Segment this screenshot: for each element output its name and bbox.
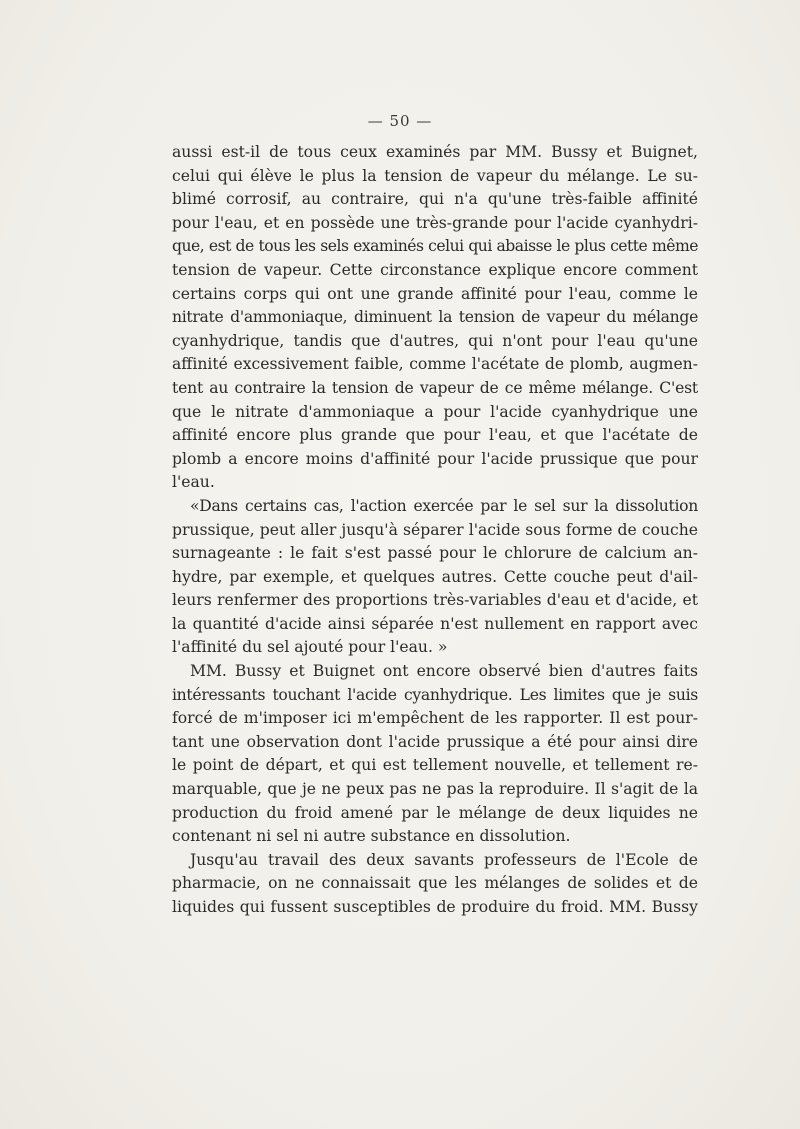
text-line: tension de vapeur. Cette circonstance explique encore comment (172, 260, 698, 279)
text-line: le point de départ, et qui est tellement nouvelle, et tellement re- (172, 756, 698, 775)
text-line: que, est de tous les sels examinés celui qui abaisse le plus cette même (172, 237, 698, 256)
paragraph-3 (172, 660, 698, 849)
text-line: liquides qui fussent susceptibles de produire du froid. MM. Bussy (172, 898, 698, 916)
text-line: MM. Bussy et Buignet ont encore observé bien d'autres faits (190, 662, 698, 681)
paragraph-4 (172, 849, 698, 920)
text-line: certains corps qui ont une grande affinité pour l'eau, comme le (172, 284, 698, 303)
text-line: contenant ni sel ni autre substance en dissolution. (172, 827, 571, 846)
text-line: forcé de m'imposer ici m'empêchent de les rapporter. Il est pour- (172, 709, 698, 728)
text-line: marquable, que je ne peux pas ne pas la reproduire. Il s'agit de la (172, 780, 698, 799)
paragraph-1 (172, 141, 698, 495)
text-line: affinité encore plus grande que pour l'eau, et que l'acétate de (172, 426, 698, 445)
paragraph-2 (172, 495, 698, 660)
text-line: l'eau. (172, 473, 215, 492)
text-line: intéressants touchant l'acide cyanhydrique. Les limites que je suis (172, 685, 698, 704)
text-line: pharmacie, on ne connaissait que les mélanges de solides et de (172, 874, 698, 893)
text-line: prussique, peut aller jusqu'à séparer l'acide sous forme de couche (172, 520, 698, 539)
text-body (172, 141, 698, 920)
text-line: leurs renfermer des proportions très-variables d'eau et d'acide, et (172, 591, 698, 610)
text-line: aussi est-il de tous ceux examinés par MM. Bussy et Buignet, (172, 143, 698, 161)
text-line: pour l'eau, et en possède une très-grande pour l'acide cyanhydri- (172, 213, 698, 232)
text-line: blimé corrosif, au contraire, qui n'a qu'une très-faible affinité (172, 190, 698, 209)
text-line: Jusqu'au travail des deux savants professeurs de l'Ecole de (190, 850, 698, 869)
text-line: hydre, par exemple, et quelques autres. Cette couche peut d'ail- (172, 567, 698, 586)
text-line: plomb a encore moins d'affinité pour l'acide prussique que pour (172, 449, 698, 468)
text-line: surnageante : le fait s'est passé pour le chlorure de calcium an- (172, 544, 698, 563)
text-line: production du froid amené par le mélange de deux liquides ne (172, 803, 698, 822)
text-line: affinité excessivement faible, comme l'acétate de plomb, augmen- (172, 355, 698, 374)
text-line: «Dans certains cas, l'action exercée par le sel sur la dissolution (190, 496, 698, 515)
text-line: cyanhydrique, tandis que d'autres, qui n'ont pour l'eau qu'une (172, 331, 698, 350)
text-line: la quantité d'acide ainsi séparée n'est nullement en rapport avec (172, 614, 698, 633)
text-line: celui qui élève le plus la tension de vapeur du mélange. Le su- (172, 166, 698, 185)
text-line: que le nitrate d'ammoniaque a pour l'acide cyanhydrique une (172, 402, 698, 421)
text-line: tant une observation dont l'acide prussique a été pour ainsi dire (172, 732, 698, 751)
text-line: l'affinité du sel ajouté pour l'eau. » (172, 638, 448, 657)
page-number: — 50 — (367, 112, 433, 130)
text-line: nitrate d'ammoniaque, diminuent la tension de vapeur du mélange (172, 308, 698, 327)
text-line: tent au contraire la tension de vapeur de ce même mélange. C'est (172, 378, 698, 397)
